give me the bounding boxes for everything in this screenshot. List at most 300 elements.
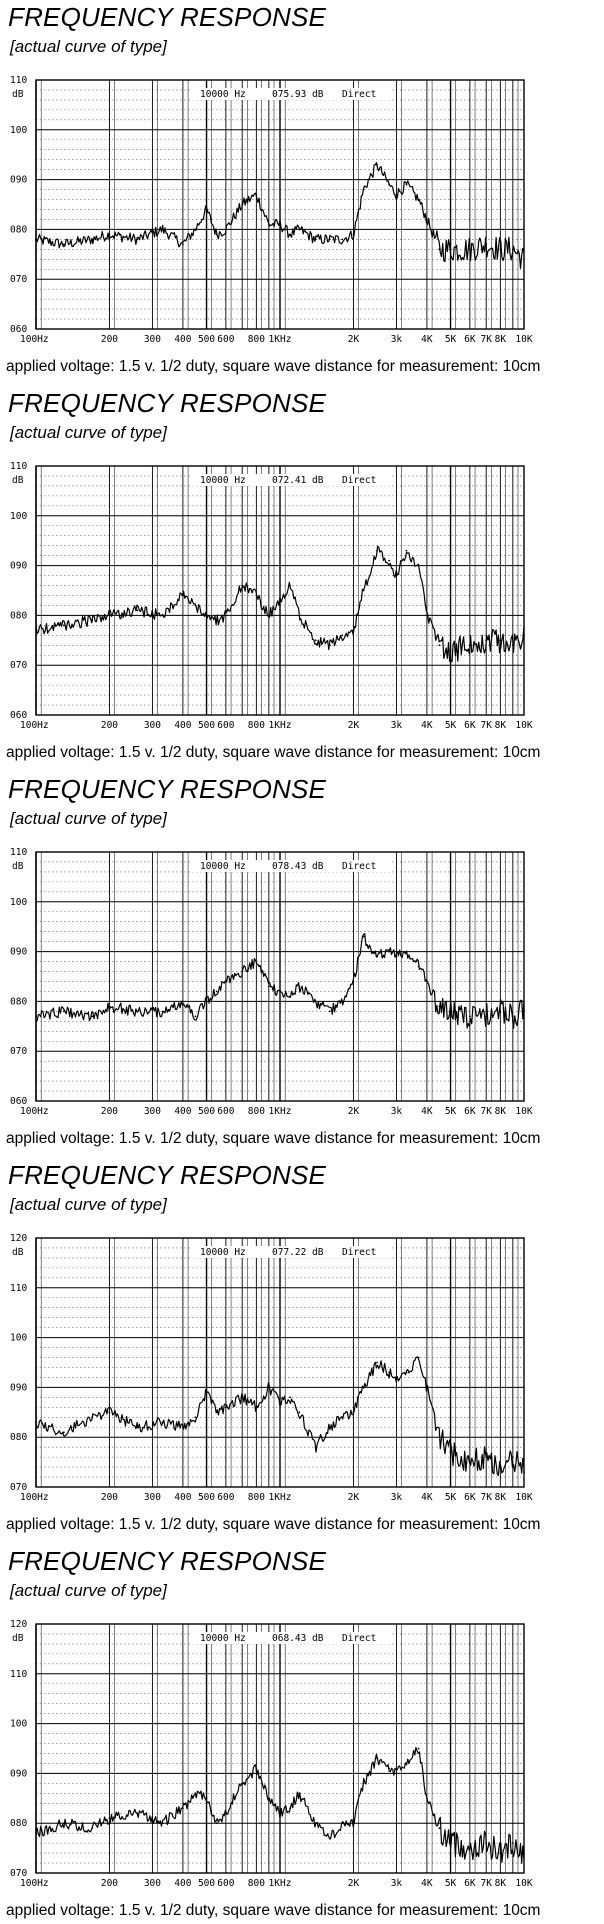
frequency-response-chart	[0, 75, 604, 365]
readout-level: 077.22 dB	[272, 1247, 324, 1258]
chart-title: FREQUENCY RESPONSE	[8, 1160, 327, 1190]
data-point	[450, 1010, 452, 1012]
x-tick-label: 6K	[464, 1492, 476, 1503]
x-tick-label: 3k	[390, 1492, 403, 1503]
y-tick-label: 090	[10, 560, 28, 572]
data-point	[469, 1015, 471, 1017]
data-point	[353, 981, 355, 983]
x-tick-label: 500	[197, 720, 216, 731]
y-tick-label: 120	[10, 1619, 28, 1630]
frequency-response-chart	[0, 847, 604, 1137]
data-point	[289, 1807, 291, 1809]
measurement-caption: applied voltage: 1.5 v. 1/2 duty, square wave distance for measurement: 10cm	[6, 1130, 541, 1147]
data-point	[162, 1010, 164, 1012]
x-tick-label: 4K	[421, 1492, 433, 1503]
x-tick-label: 10K	[515, 720, 533, 731]
readout-level: 072.41 dB	[272, 475, 324, 486]
data-point	[241, 1396, 243, 1398]
data-point	[523, 1852, 525, 1854]
data-point	[162, 615, 164, 617]
data-point	[91, 1827, 93, 1829]
data-point	[469, 1461, 471, 1463]
y-unit-label: dB	[12, 861, 24, 872]
data-point	[426, 1387, 428, 1389]
x-tick-label: 500	[197, 1106, 216, 1117]
y-tick-label: 080	[10, 224, 28, 236]
x-tick-label: 7K	[480, 1878, 492, 1889]
data-point	[91, 1416, 93, 1418]
x-tick-label: 400	[174, 1492, 192, 1503]
data-point	[353, 629, 355, 631]
data-point	[279, 224, 281, 226]
data-point	[279, 600, 281, 602]
data-point	[438, 1436, 440, 1438]
x-tick-label: 500	[197, 334, 216, 345]
x-tick-label: 7K	[480, 334, 492, 345]
y-tick-label: 100	[10, 124, 28, 136]
x-tick-label: 500	[197, 1492, 216, 1503]
measurement-caption: applied voltage: 1.5 v. 1/2 duty, square wave distance for measurement: 10cm	[6, 744, 541, 761]
data-point	[438, 644, 440, 646]
y-tick-label: 110	[10, 1282, 28, 1294]
data-point	[426, 219, 428, 221]
data-point	[418, 1357, 420, 1359]
x-tick-label: 4K	[421, 720, 433, 731]
x-tick-label: 7K	[480, 1492, 492, 1503]
data-point	[376, 1758, 378, 1760]
data-point	[499, 639, 501, 641]
data-point	[485, 243, 487, 245]
data-point	[512, 248, 514, 250]
x-tick-label: 5K	[444, 334, 457, 345]
data-point	[109, 1005, 111, 1007]
x-tick-label: 800	[247, 1492, 265, 1503]
chart-panel	[0, 0, 604, 380]
x-tick-label: 100Hz	[20, 720, 49, 731]
data-point	[136, 238, 138, 240]
y-tick-label: 110	[10, 1668, 28, 1680]
readout-frequency: 10000 Hz	[200, 89, 246, 100]
x-tick-label: 300	[143, 1878, 162, 1889]
y-tick-label: 100	[10, 1718, 28, 1730]
data-point	[225, 981, 227, 983]
data-point	[35, 238, 37, 240]
data-point	[216, 619, 218, 621]
data-point	[136, 610, 138, 612]
data-point	[438, 1005, 440, 1007]
x-tick-label: 600	[217, 1106, 235, 1117]
data-point	[450, 1842, 452, 1844]
x-tick-label: 5K	[444, 720, 457, 731]
y-tick-label: 080	[10, 610, 28, 622]
data-point	[268, 615, 270, 617]
y-tick-label: 110	[10, 75, 28, 86]
data-point	[255, 961, 257, 963]
y-tick-label: 100	[10, 1332, 28, 1344]
frequency-response-chart	[0, 1619, 604, 1909]
data-point	[353, 1411, 355, 1413]
x-tick-label: 200	[100, 720, 119, 731]
data-point	[396, 1377, 398, 1379]
x-tick-label: 200	[100, 1878, 119, 1889]
data-point	[450, 1451, 452, 1453]
data-point	[109, 1411, 111, 1413]
data-point	[406, 184, 408, 186]
data-point	[35, 1421, 37, 1423]
data-point	[363, 590, 365, 592]
x-tick-label: 4K	[421, 1878, 433, 1889]
data-point	[523, 1010, 525, 1012]
data-point	[206, 209, 208, 211]
y-unit-label: dB	[12, 89, 24, 100]
chart-subtitle: [actual curve of type]	[10, 809, 167, 828]
x-tick-label: 6K	[464, 1878, 476, 1889]
x-tick-label: 1KHz	[268, 1492, 292, 1503]
data-point	[162, 1822, 164, 1824]
data-point	[63, 1822, 65, 1824]
x-tick-label: 200	[100, 334, 119, 345]
x-tick-label: 200	[100, 1106, 119, 1117]
x-tick-label: 600	[217, 334, 235, 345]
data-point	[418, 966, 420, 968]
x-tick-label: 8K	[494, 1878, 507, 1889]
chart-title: FREQUENCY RESPONSE	[8, 774, 327, 804]
data-point	[225, 1812, 227, 1814]
data-point	[268, 986, 270, 988]
data-point	[109, 233, 111, 235]
data-point	[225, 615, 227, 617]
x-tick-label: 100Hz	[20, 1878, 49, 1889]
data-point	[298, 1411, 300, 1413]
data-point	[512, 1015, 514, 1017]
data-point	[396, 575, 398, 577]
data-point	[523, 258, 525, 260]
x-tick-label: 1KHz	[268, 1878, 292, 1889]
x-tick-label: 3k	[390, 1106, 403, 1117]
x-tick-label: 10K	[515, 1106, 533, 1117]
data-point	[63, 1010, 65, 1012]
data-point	[499, 1010, 501, 1012]
data-point	[485, 639, 487, 641]
readout-mode: Direct	[342, 89, 377, 100]
data-point	[298, 1792, 300, 1794]
x-tick-label: 4K	[421, 1106, 433, 1117]
data-point	[353, 233, 355, 235]
x-tick-label: 800	[247, 1878, 265, 1889]
y-tick-label: 090	[10, 174, 28, 186]
data-point	[363, 1782, 365, 1784]
y-tick-label: 090	[10, 946, 28, 958]
data-point	[485, 1015, 487, 1017]
x-tick-label: 8K	[494, 334, 507, 345]
x-tick-label: 2K	[347, 720, 360, 731]
y-tick-label: 080	[10, 996, 28, 1008]
data-point	[206, 615, 208, 617]
data-point	[255, 194, 257, 196]
x-tick-label: 6K	[464, 720, 476, 731]
data-point	[396, 956, 398, 958]
measurement-caption: applied voltage: 1.5 v. 1/2 duty, square wave distance for measurement: 10cm	[6, 358, 541, 375]
x-tick-label: 100Hz	[20, 1106, 49, 1117]
x-tick-label: 8K	[494, 1106, 507, 1117]
x-tick-label: 10K	[515, 1878, 533, 1889]
data-point	[268, 224, 270, 226]
data-point	[268, 1797, 270, 1799]
data-point	[388, 951, 390, 953]
data-point	[35, 629, 37, 631]
data-point	[469, 644, 471, 646]
readout-level: 068.43 dB	[272, 1633, 324, 1644]
data-point	[206, 1797, 208, 1799]
data-point	[241, 204, 243, 206]
data-point	[438, 248, 440, 250]
x-tick-label: 8K	[494, 1492, 507, 1503]
data-point	[35, 1015, 37, 1017]
data-point	[63, 624, 65, 626]
data-point	[268, 1387, 270, 1389]
chart-panel	[0, 1544, 604, 1924]
data-point	[216, 233, 218, 235]
data-point	[426, 1797, 428, 1799]
measurement-caption: applied voltage: 1.5 v. 1/2 duty, square wave distance for measurement: 10cm	[6, 1516, 541, 1533]
y-tick-label: 120	[10, 1233, 28, 1244]
y-unit-label: dB	[12, 1633, 24, 1644]
data-point	[341, 1822, 343, 1824]
data-point	[315, 1446, 317, 1448]
readout-frequency: 10000 Hz	[200, 1633, 246, 1644]
data-point	[216, 1411, 218, 1413]
data-point	[182, 1426, 184, 1428]
data-point	[241, 971, 243, 973]
data-point	[315, 238, 317, 240]
data-point	[91, 1015, 93, 1017]
readout-mode: Direct	[342, 1633, 377, 1644]
y-tick-label: 080	[10, 1818, 28, 1830]
data-point	[450, 248, 452, 250]
x-tick-label: 600	[217, 1492, 235, 1503]
x-tick-label: 3k	[390, 1878, 403, 1889]
readout-level: 078.43 dB	[272, 861, 324, 872]
data-point	[225, 1406, 227, 1408]
data-point	[523, 1471, 525, 1473]
data-point	[162, 1421, 164, 1423]
y-tick-label: 060	[10, 324, 28, 335]
data-point	[136, 1812, 138, 1814]
data-point	[499, 1852, 501, 1854]
data-point	[406, 550, 408, 552]
data-point	[426, 615, 428, 617]
measurement-readout	[190, 1632, 390, 1644]
measurement-readout	[190, 1246, 390, 1258]
measurement-readout	[190, 474, 390, 486]
data-point	[315, 1001, 317, 1003]
x-tick-label: 2K	[347, 334, 360, 345]
data-point	[182, 1001, 184, 1003]
chart-panel	[0, 1158, 604, 1538]
chart-title: FREQUENCY RESPONSE	[8, 388, 327, 418]
x-tick-label: 10K	[515, 334, 533, 345]
data-point	[255, 1768, 257, 1770]
data-point	[241, 585, 243, 587]
chart-panel	[0, 386, 604, 766]
data-point	[109, 615, 111, 617]
data-point	[298, 615, 300, 617]
data-point	[329, 1837, 331, 1839]
data-point	[315, 639, 317, 641]
data-point	[485, 1456, 487, 1458]
data-point	[329, 238, 331, 240]
data-point	[388, 560, 390, 562]
x-tick-label: 2K	[347, 1492, 360, 1503]
data-point	[329, 1010, 331, 1012]
data-point	[182, 1807, 184, 1809]
data-point	[376, 164, 378, 166]
data-point	[136, 1010, 138, 1012]
y-tick-label: 100	[10, 896, 28, 908]
chart-title: FREQUENCY RESPONSE	[8, 1546, 327, 1576]
data-point	[194, 1015, 196, 1017]
chart-subtitle: [actual curve of type]	[10, 423, 167, 442]
data-point	[206, 1391, 208, 1393]
data-point	[329, 644, 331, 646]
data-point	[225, 229, 227, 231]
data-point	[289, 1396, 291, 1398]
data-point	[341, 238, 343, 240]
x-tick-label: 6K	[464, 1106, 476, 1117]
data-point	[182, 595, 184, 597]
data-point	[279, 991, 281, 993]
data-point	[315, 1822, 317, 1824]
data-point	[426, 981, 428, 983]
data-point	[341, 634, 343, 636]
data-point	[341, 1416, 343, 1418]
x-tick-label: 100Hz	[20, 334, 49, 345]
data-point	[255, 595, 257, 597]
data-point	[406, 1372, 408, 1374]
x-tick-label: 6K	[464, 334, 476, 345]
y-tick-label: 080	[10, 1432, 28, 1444]
data-point	[216, 991, 218, 993]
data-point	[136, 1426, 138, 1428]
data-point	[450, 649, 452, 651]
data-point	[194, 1416, 196, 1418]
x-tick-label: 4K	[421, 334, 433, 345]
data-point	[63, 1431, 65, 1433]
data-point	[388, 1768, 390, 1770]
data-point	[418, 565, 420, 567]
y-tick-label: 070	[10, 660, 28, 672]
data-point	[194, 605, 196, 607]
y-tick-label: 060	[10, 1096, 28, 1107]
y-tick-label: 100	[10, 510, 28, 522]
data-point	[194, 1792, 196, 1794]
data-point	[406, 951, 408, 953]
data-point	[396, 1773, 398, 1775]
frequency-response-chart	[0, 461, 604, 751]
x-tick-label: 800	[247, 720, 265, 731]
data-point	[162, 229, 164, 231]
data-point	[194, 229, 196, 231]
x-tick-label: 3k	[390, 720, 403, 731]
x-tick-label: 10K	[515, 1492, 533, 1503]
data-point	[469, 1847, 471, 1849]
x-tick-label: 400	[174, 1106, 192, 1117]
data-point	[512, 1842, 514, 1844]
x-tick-label: 1KHz	[268, 720, 292, 731]
x-tick-label: 800	[247, 1106, 265, 1117]
y-tick-label: 070	[10, 1868, 28, 1879]
data-point	[512, 644, 514, 646]
data-point	[289, 996, 291, 998]
data-point	[206, 1001, 208, 1003]
data-point	[363, 189, 365, 191]
x-tick-label: 500	[197, 1878, 216, 1889]
x-tick-label: 600	[217, 720, 235, 731]
frequency-response-chart	[0, 1233, 604, 1523]
measurement-readout	[190, 860, 390, 872]
data-point	[182, 243, 184, 245]
data-point	[512, 1456, 514, 1458]
data-point	[376, 1362, 378, 1364]
readout-mode: Direct	[342, 475, 377, 486]
data-point	[438, 1827, 440, 1829]
data-point	[499, 248, 501, 250]
data-point	[63, 243, 65, 245]
y-unit-label: dB	[12, 1247, 24, 1258]
x-tick-label: 400	[174, 334, 192, 345]
readout-frequency: 10000 Hz	[200, 1247, 246, 1258]
x-tick-label: 300	[143, 1492, 162, 1503]
x-tick-label: 300	[143, 334, 162, 345]
data-point	[418, 1748, 420, 1750]
data-point	[363, 936, 365, 938]
chart-subtitle: [actual curve of type]	[10, 37, 167, 56]
x-tick-label: 7K	[480, 1106, 492, 1117]
data-point	[298, 986, 300, 988]
data-point	[35, 1832, 37, 1834]
data-point	[298, 229, 300, 231]
readout-frequency: 10000 Hz	[200, 861, 246, 872]
readout-frequency: 10000 Hz	[200, 475, 246, 486]
data-point	[406, 1763, 408, 1765]
x-tick-label: 200	[100, 1492, 119, 1503]
y-tick-label: 070	[10, 1046, 28, 1058]
x-tick-label: 800	[247, 334, 265, 345]
x-tick-label: 3k	[390, 334, 403, 345]
chart-title: FREQUENCY RESPONSE	[8, 2, 327, 32]
data-point	[469, 248, 471, 250]
readout-mode: Direct	[342, 861, 377, 872]
data-point	[376, 956, 378, 958]
y-unit-label: dB	[12, 475, 24, 486]
data-point	[418, 199, 420, 201]
x-tick-label: 400	[174, 720, 192, 731]
data-point	[523, 634, 525, 636]
y-tick-label: 110	[10, 847, 28, 858]
x-tick-label: 300	[143, 720, 162, 731]
measurement-readout	[190, 88, 390, 100]
x-tick-label: 2K	[347, 1106, 360, 1117]
x-tick-label: 1KHz	[268, 334, 292, 345]
x-tick-label: 400	[174, 1878, 192, 1889]
x-tick-label: 5K	[444, 1106, 457, 1117]
readout-mode: Direct	[342, 1247, 377, 1258]
data-point	[353, 1822, 355, 1824]
y-tick-label: 060	[10, 710, 28, 721]
data-point	[388, 1372, 390, 1374]
data-point	[396, 194, 398, 196]
data-point	[279, 1812, 281, 1814]
